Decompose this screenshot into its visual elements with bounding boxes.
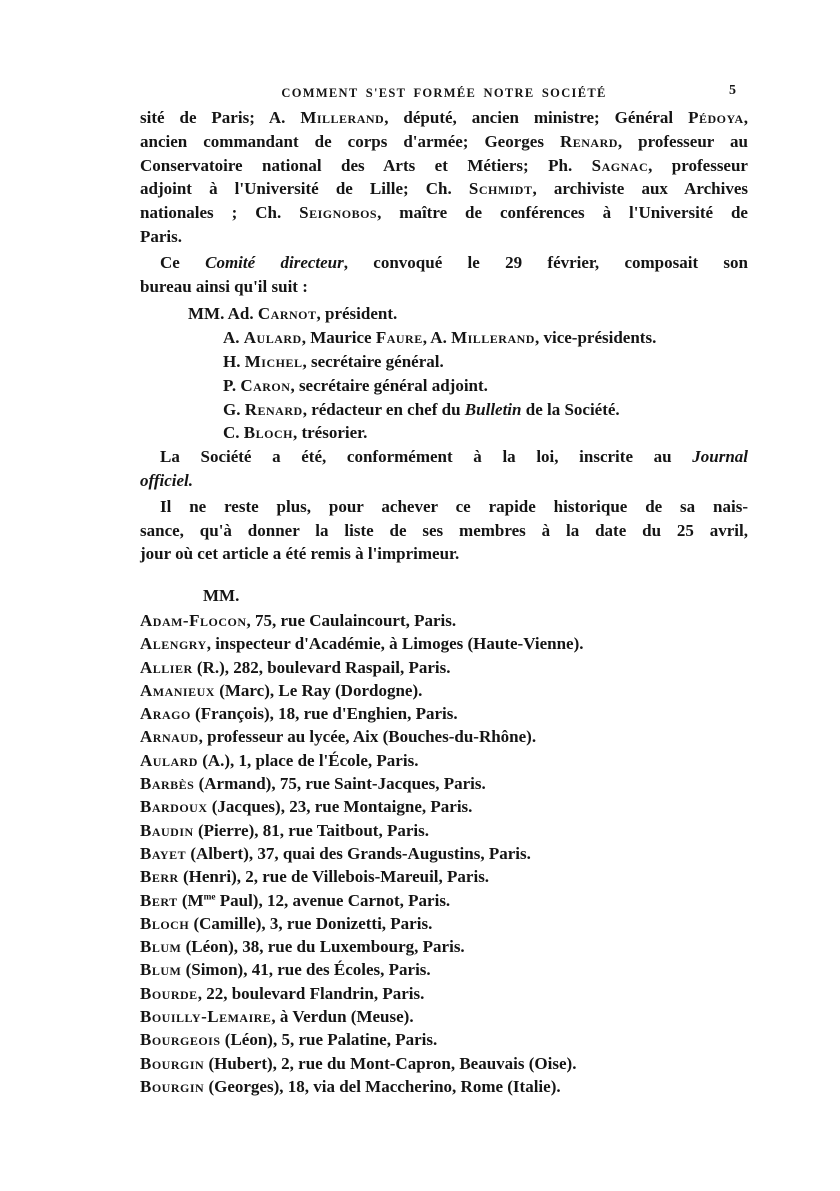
member-entry: Bouilly-Lemaire, à Verdun (Meuse). [140, 1006, 414, 1026]
bureau-entry: G. Renard, rédacteur en chef du Bulletin de la Société. [223, 399, 620, 419]
smallcaps-name: Schmidt [468, 179, 533, 199]
smallcaps-name: Pédoya [688, 108, 744, 127]
member-entry: Arnaud, professeur au lycée, Aix (Bouches-du-Rhône). [140, 727, 537, 747]
bureau-entry: C. Bloch, trésorier. [223, 423, 368, 443]
text-line: Paris. [140, 226, 183, 246]
smallcaps-name: Bloch [243, 423, 293, 443]
italic-text: Comité directeur [205, 252, 344, 272]
smallcaps-name: Renard [559, 131, 618, 151]
text-line: jour où cet article a été remis à l'imprimeur. [140, 544, 460, 564]
smallcaps-name: Faure [375, 328, 423, 348]
smallcaps-name: Bouilly-Lemaire [140, 1006, 272, 1026]
member-entry: Arago (François), 18, rue d'Enghien, Paris. [140, 704, 458, 724]
smallcaps-name: Bourde [140, 983, 198, 1003]
text-block [140, 106, 748, 1098]
member-entry: Amanieux (Marc), Le Ray (Dordogne). [140, 680, 423, 700]
smallcaps-name: Allier [140, 657, 193, 677]
bureau-entry: A. Aulard, Maurice Faure, A. Millerand, vice-présidents. [223, 328, 657, 348]
members-heading: MM. [203, 586, 240, 606]
smallcaps-name: Arago [140, 704, 191, 724]
member-entry: Bert ($M^{me}$ Paul), 12, avenue Carnot, Paris. [140, 890, 451, 910]
member-entry: Baudin (Pierre), 81, rue Taitbout, Paris. [140, 820, 429, 840]
smallcaps-name: Blum [140, 937, 182, 957]
smallcaps-name: Caron [240, 375, 291, 395]
smallcaps-name: Aulard [140, 750, 198, 770]
bureau-entry: MM. Ad. Carnot, président. [188, 304, 398, 324]
smallcaps-name: Amanieux [140, 680, 215, 700]
text-line: Ce Comité directeur, convoqué le 29 février, composait son [160, 252, 748, 272]
member-entry: Bayet (Albert), 37, quai des Grands-Augustins, Paris. [140, 843, 531, 863]
smallcaps-name: Berr [140, 867, 179, 887]
bureau-entry: P. Caron, secrétaire général adjoint. [223, 375, 488, 395]
smallcaps-name: Bayet [140, 843, 187, 863]
paragraph-societe [140, 445, 748, 493]
smallcaps-name: Carnot [257, 304, 317, 324]
smallcaps-name: Bert [140, 890, 178, 910]
smallcaps-name: Adam-Flocon [140, 610, 247, 630]
smallcaps-name: Seignobos [299, 203, 378, 223]
member-entry: Bourgeois (Léon), 5, rue Palatine, Paris. [140, 1030, 438, 1050]
bureau-entry: H. Michel, secrétaire général. [223, 351, 444, 371]
smallcaps-name: Renard [244, 399, 303, 419]
member-entry: Bloch (Camille), 3, rue Donizetti, Paris. [140, 913, 433, 933]
text-line: Conservatoire national des Arts et Métiers; Ph. Sagnac, professeur [140, 155, 748, 175]
member-entry: Barbès (Armand), 75, rue Saint-Jacques, Paris. [140, 774, 486, 794]
italic-text: Bulletin [464, 399, 522, 419]
superscript-text: me [203, 891, 216, 902]
paragraph-comite [140, 251, 748, 299]
member-entry: Alengry, inspecteur d'Académie, à Limoges (Haute-Vienne). [140, 634, 584, 654]
paragraph-liste [140, 495, 748, 566]
smallcaps-name: Baudin [140, 820, 194, 840]
member-entry: Bourgin (Hubert), 2, rue du Mont-Capron, Beauvais (Oise). [140, 1053, 577, 1073]
smallcaps-name: Millerand [300, 108, 385, 127]
smallcaps-name: Bloch [140, 913, 190, 933]
member-entry: Berr (Henri), 2, rue de Villebois-Mareuil, Paris. [140, 867, 490, 887]
member-entry: Allier (R.), 282, boulevard Raspail, Paris. [140, 657, 451, 677]
member-entry: Blum (Simon), 41, rue des Écoles, Paris. [140, 960, 431, 980]
smallcaps-name: Bourgin [140, 1076, 205, 1096]
smallcaps-name: Bourgeois [140, 1030, 221, 1050]
bureau-list [188, 302, 748, 445]
italic-text: Journal [692, 447, 748, 467]
text-line: La Société a été, conformément à la loi, inscrite au Journal [160, 447, 748, 467]
member-entry: Bourde, 22, boulevard Flandrin, Paris. [140, 983, 425, 1003]
text-line: sance, qu'à donner la liste de ses membres à la date du 25 avril, [140, 520, 748, 540]
smallcaps-name: Bourgin [140, 1053, 205, 1073]
smallcaps-name: Alengry [140, 634, 207, 654]
paragraph-continuation [140, 106, 748, 249]
smallcaps-name: Aulard [243, 328, 302, 348]
text-line: nationales ; Ch. Seignobos, maître de conférences à l'Université de [140, 203, 748, 223]
smallcaps-name: Blum [140, 960, 182, 980]
text-line: bureau ainsi qu'il suit : [140, 276, 308, 296]
text-line: Il ne reste plus, pour achever ce rapide historique de sa nais- [160, 496, 748, 516]
text-line [140, 469, 748, 493]
member-entry: Bourgin (Georges), 18, via del Maccherino, Rome (Italie). [140, 1076, 561, 1096]
smallcaps-name: Bardoux [140, 797, 208, 817]
italic-text: officiel. [140, 470, 194, 490]
running-header-title: COMMENT S'EST FORMÉE NOTRE SOCIÉTÉ [281, 86, 607, 100]
smallcaps-name: Arnaud [140, 727, 199, 747]
smallcaps-name: Millerand [451, 328, 535, 348]
member-entry: Aulard (A.), 1, place de l'École, Paris. [140, 750, 419, 770]
text-line: adjoint à l'Université de Lille; Ch. Schmidt, archiviste aux Archives [140, 179, 748, 199]
page-number: 5 [729, 83, 736, 98]
smallcaps-name: Barbès [140, 774, 195, 794]
smallcaps-name: Sagnac [591, 155, 649, 175]
running-header [140, 84, 748, 102]
member-entry: Adam-Flocon, 75, rue Caulaincourt, Paris. [140, 610, 457, 630]
text-line: sité de Paris; A. Millerand, député, ancien ministre; Général Pédoya, [140, 108, 748, 127]
text-line: ancien commandant de corps d'armée; Georges Renard, professeur au [140, 131, 748, 151]
member-entry: Bardoux (Jacques), 23, rue Montaigne, Paris. [140, 797, 473, 817]
members-list [140, 609, 748, 1098]
smallcaps-name: Michel [244, 351, 303, 371]
member-entry: Blum (Léon), 38, rue du Luxembourg, Paris. [140, 937, 465, 957]
